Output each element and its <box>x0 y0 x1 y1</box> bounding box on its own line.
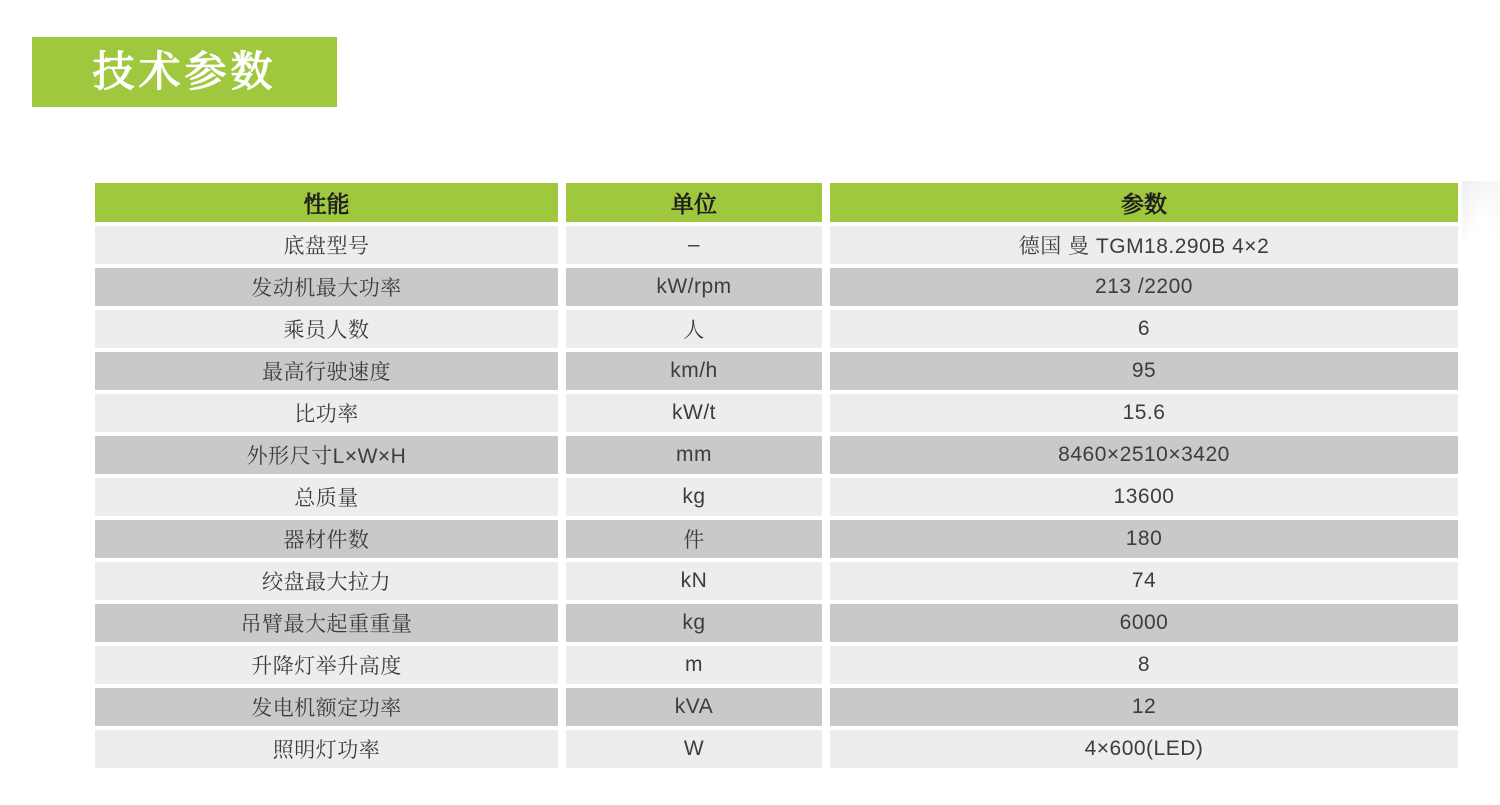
table-header-row <box>95 183 1458 222</box>
row-unit-cell: 人 <box>566 310 822 348</box>
row-name-cell: 绞盘最大拉力 <box>95 562 558 600</box>
row-unit-cell: kVA <box>566 688 822 726</box>
row-unit-cell: kg <box>566 604 822 642</box>
table-row <box>95 352 1458 390</box>
corner-watermark-decoration <box>1462 181 1500 243</box>
row-value-cell: 6000 <box>830 604 1458 642</box>
table-row <box>95 310 1458 348</box>
row-value-cell: 213 /2200 <box>830 268 1458 306</box>
row-unit-cell: kg <box>566 478 822 516</box>
row-name-cell: 外形尺寸L×W×H <box>95 436 558 474</box>
row-name-cell: 比功率 <box>95 394 558 432</box>
column-header-unit: 单位 <box>566 183 822 222</box>
table-row <box>95 520 1458 558</box>
section-title-banner <box>32 37 337 107</box>
row-value-cell: 15.6 <box>830 394 1458 432</box>
row-unit-cell: 件 <box>566 520 822 558</box>
row-name-cell: 发电机额定功率 <box>95 688 558 726</box>
row-unit-cell: kW/rpm <box>566 268 822 306</box>
row-value-cell: 8460×2510×3420 <box>830 436 1458 474</box>
row-name-cell: 升降灯举升高度 <box>95 646 558 684</box>
row-name-cell: 总质量 <box>95 478 558 516</box>
row-unit-cell: mm <box>566 436 822 474</box>
row-unit-cell: kN <box>566 562 822 600</box>
row-name-cell: 器材件数 <box>95 520 558 558</box>
table-row <box>95 646 1458 684</box>
row-value-cell: 德国 曼 TGM18.290B 4×2 <box>830 226 1458 264</box>
table-row <box>95 394 1458 432</box>
table-body <box>95 226 1458 768</box>
row-value-cell: 12 <box>830 688 1458 726</box>
table-row <box>95 604 1458 642</box>
row-unit-cell: W <box>566 730 822 768</box>
row-name-cell: 照明灯功率 <box>95 730 558 768</box>
row-value-cell: 180 <box>830 520 1458 558</box>
row-unit-cell: kW/t <box>566 394 822 432</box>
spec-table <box>95 183 1458 772</box>
row-name-cell: 底盘型号 <box>95 226 558 264</box>
row-name-cell: 吊臂最大起重重量 <box>95 604 558 642</box>
row-name-cell: 最高行驶速度 <box>95 352 558 390</box>
table-row <box>95 730 1458 768</box>
column-header-parameter: 参数 <box>830 183 1458 222</box>
column-header-performance: 性能 <box>95 183 558 222</box>
row-value-cell: 13600 <box>830 478 1458 516</box>
row-value-cell: 74 <box>830 562 1458 600</box>
row-unit-cell: km/h <box>566 352 822 390</box>
table-row <box>95 226 1458 264</box>
row-value-cell: 4×600(LED) <box>830 730 1458 768</box>
row-name-cell: 发动机最大功率 <box>95 268 558 306</box>
page-title: 技术参数 <box>92 48 277 95</box>
row-value-cell: 95 <box>830 352 1458 390</box>
row-unit-cell: – <box>566 226 822 264</box>
row-name-cell: 乘员人数 <box>95 310 558 348</box>
table-row <box>95 562 1458 600</box>
row-value-cell: 6 <box>830 310 1458 348</box>
row-unit-cell: m <box>566 646 822 684</box>
row-value-cell: 8 <box>830 646 1458 684</box>
table-row <box>95 478 1458 516</box>
table-row <box>95 268 1458 306</box>
table-row <box>95 688 1458 726</box>
table-row <box>95 436 1458 474</box>
